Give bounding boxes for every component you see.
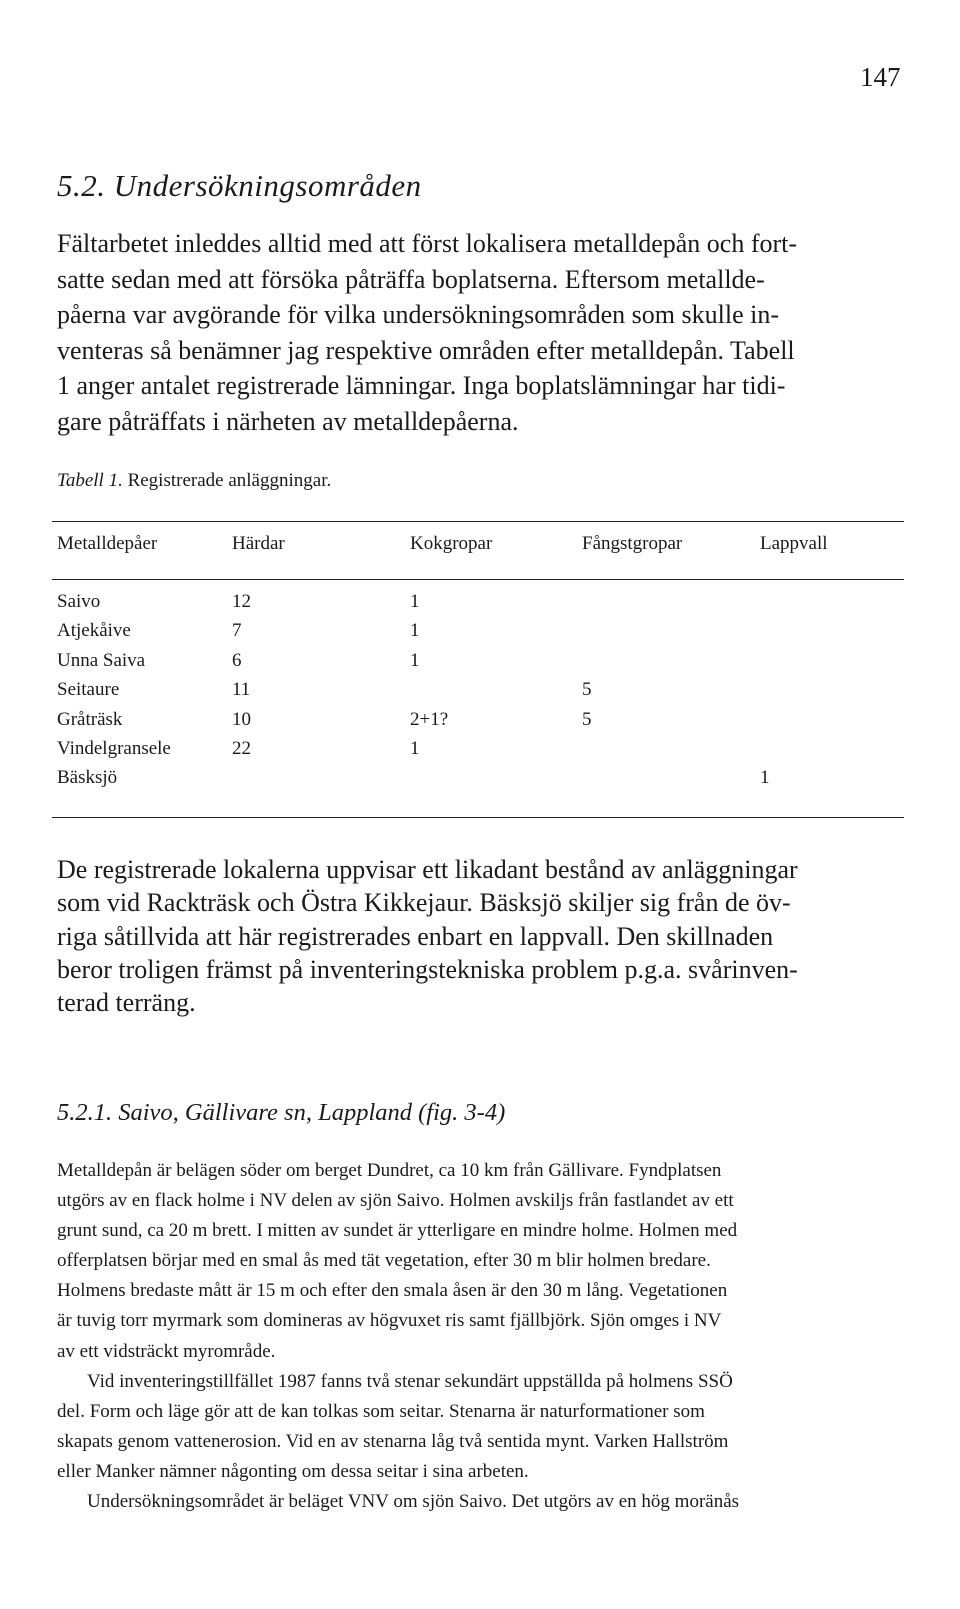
table-cell: 7 [232,620,242,642]
text-line: riga såtillvida att här registrerades enbart en lappvall. Den skillnaden [57,921,774,951]
text-line: venteras så benämner jag respektive områden efter metalldepån. Tabell [57,335,795,365]
text-line: som vid Rackträsk och Östra Kikkejaur. Bäsksjö skiljer sig från de öv- [57,888,791,918]
table-caption-text: Registrerade anläggningar. [127,470,332,491]
table-header-cell: Fångstgropar [582,533,683,554]
text-line: gare påträffats i närheten av metalldepåerna. [57,406,519,436]
text-line: Metalldepån är belägen söder om berget Dundret, ca 10 km från Gällivare. Fyndplatsen [57,1160,722,1181]
table-cell: 1 [760,767,770,789]
table-header-cell: Lappvall [760,533,828,554]
intro-paragraph [57,226,907,440]
table-cell: 1 [410,738,420,759]
text-line: beror troligen främst på inventeringstekniska problem p.g.a. svårinven- [57,954,798,984]
text-line: Vid inventeringstillfället 1987 fanns två stenar sekundärt uppställda på holmens SSÖ [87,1370,733,1392]
subsection-heading: 5.2.1. Saivo, Gällivare sn, Lappland (fig. 3-4) [57,1099,506,1126]
table-header-cell: Härdar [232,533,285,554]
text-line: terad terräng. [57,988,196,1018]
table-cell: 11 [232,679,251,701]
table-cell: 1 [410,591,420,612]
text-line: offerplatsen börjar med en smal ås med tät vegetation, efter 30 m blir holmen bredare. [57,1250,711,1272]
subsection-paragraph [57,1156,907,1517]
text-line: Undersökningsområdet är beläget VNV om sjön Saivo. Det utgörs av en hög moränås [87,1491,740,1513]
section-heading: 5.2. Undersökningsområden [57,168,422,203]
table-cell: 5 [582,708,592,730]
table-row-label: Bäsksjö [57,767,118,789]
text-line: grunt sund, ca 20 m brett. I mitten av sundet är ytterligare en mindre holme. Holmen med [57,1220,738,1242]
table-cell: 6 [232,649,242,671]
table-bottom-rule [52,817,904,818]
table-header-cell: Kokgropar [410,533,493,554]
table-header-rule [52,579,904,580]
table-cell: 1 [410,620,420,642]
table-row-label: Saivo [57,591,101,612]
table-cell: 2+1? [410,708,449,730]
table-cell: 1 [410,649,420,671]
text-line: Fältarbetet inleddes alltid med att först lokalisera metalldepån och fort- [57,229,798,258]
table-row-label: Seitaure [57,679,120,701]
table-cell: 10 [232,708,251,730]
body-paragraph [57,853,907,1019]
table-caption [57,470,331,492]
text-line: av ett vidsträckt myrområde. [57,1340,276,1362]
text-line: är tuvig torr myrmark som domineras av högvuxet ris samt fjällbjörk. Sjön omges i NV [57,1310,722,1332]
text-line: eller Manker nämner någonting om dessa seitar i sina arbeten. [57,1460,529,1482]
text-line: 1 anger antalet registrerade lämningar. Inga boplatslämningar har tidi- [57,371,786,401]
table-row-label: Atjekåive [57,620,131,642]
text-line: del. Form och läge gör att de kan tolkas som seitar. Stenarna är naturformationer som [57,1400,705,1422]
text-line: Holmens bredaste mått är 15 m och efter den smala åsen är den 30 m lång. Vegetationen [57,1280,728,1302]
table-caption-label: Tabell 1. [57,470,123,491]
text-line: påerna var avgörande för vilka undersökningsområden som skulle in- [57,300,780,330]
table-top-rule [52,521,904,522]
table-header-cell: Metalldepåer [57,533,158,554]
table-cell: 12 [232,591,251,612]
table-row-label: Unna Saiva [57,649,146,671]
table-cell: 22 [232,738,251,759]
table-row-label: Gråträsk [57,708,123,730]
text-line: satte sedan med att försöka påträffa boplatserna. Eftersom metallde- [57,264,765,294]
table-cell: 5 [582,679,592,701]
table-row-label: Vindelgransele [57,738,171,759]
text-line: De registrerade lokalerna uppvisar ett likadant bestånd av anläggningar [57,855,798,884]
text-line: utgörs av en flack holme i NV delen av sjön Saivo. Holmen avskiljs från fastlandet av ett [57,1190,734,1212]
text-line: skapats genom vattenerosion. Vid en av stenarna låg två sentida mynt. Varken Hallström [57,1430,729,1452]
page-number: 147 [860,62,901,92]
